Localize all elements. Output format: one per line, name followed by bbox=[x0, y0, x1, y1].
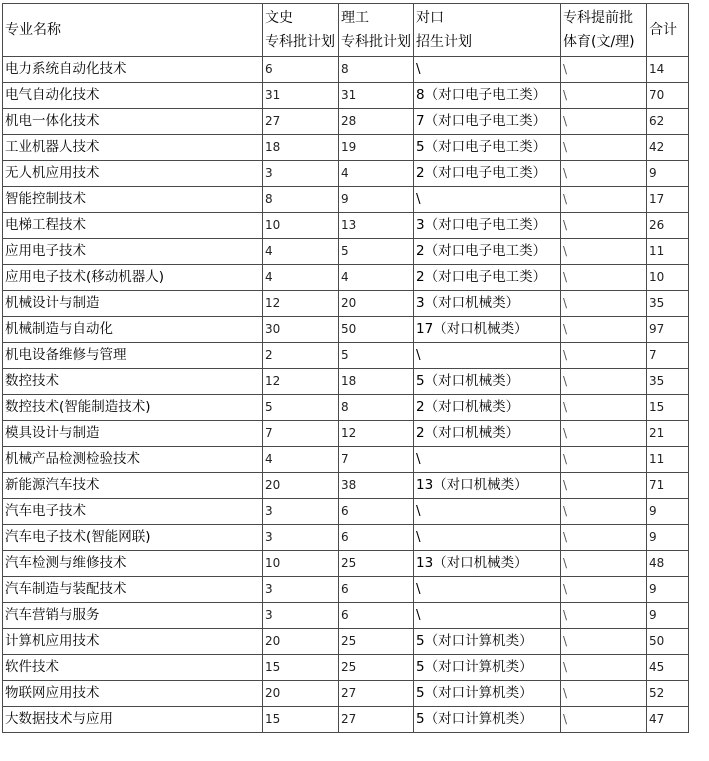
header-row bbox=[3, 4, 689, 57]
cell-total: 35 bbox=[647, 291, 689, 317]
cell-wenshi: 3 bbox=[263, 161, 339, 187]
cell-duikou: 5（对口计算机类） bbox=[414, 629, 561, 655]
cell-wenshi: 3 bbox=[263, 577, 339, 603]
table-row bbox=[3, 213, 689, 239]
cell-total: 52 bbox=[647, 681, 689, 707]
cell-ligong: 38 bbox=[339, 473, 414, 499]
cell-major-name: 电力系统自动化技术 bbox=[3, 57, 263, 83]
cell-major-name: 物联网应用技术 bbox=[3, 681, 263, 707]
cell-tiyu: \ bbox=[561, 499, 647, 525]
cell-tiyu: \ bbox=[561, 525, 647, 551]
cell-wenshi: 10 bbox=[263, 551, 339, 577]
cell-tiyu: \ bbox=[561, 655, 647, 681]
cell-ligong: 28 bbox=[339, 109, 414, 135]
cell-duikou: \ bbox=[414, 525, 561, 551]
cell-tiyu: \ bbox=[561, 473, 647, 499]
cell-wenshi: 20 bbox=[263, 629, 339, 655]
table-row bbox=[3, 317, 689, 343]
cell-duikou: 8（对口电子电工类） bbox=[414, 83, 561, 109]
cell-duikou: 2（对口电子电工类） bbox=[414, 239, 561, 265]
cell-ligong: 50 bbox=[339, 317, 414, 343]
cell-total: 71 bbox=[647, 473, 689, 499]
table-row bbox=[3, 551, 689, 577]
cell-duikou: \ bbox=[414, 57, 561, 83]
cell-tiyu: \ bbox=[561, 317, 647, 343]
cell-duikou: 5（对口计算机类） bbox=[414, 681, 561, 707]
cell-ligong: 6 bbox=[339, 577, 414, 603]
header-tiyu-line1: 专科提前批 bbox=[563, 10, 633, 26]
cell-wenshi: 20 bbox=[263, 681, 339, 707]
table-row bbox=[3, 291, 689, 317]
cell-total: 14 bbox=[647, 57, 689, 83]
table-row bbox=[3, 421, 689, 447]
table-row bbox=[3, 707, 689, 733]
cell-wenshi: 12 bbox=[263, 291, 339, 317]
header-total: 合计 bbox=[647, 4, 689, 57]
cell-major-name: 无人机应用技术 bbox=[3, 161, 263, 187]
cell-total: 21 bbox=[647, 421, 689, 447]
cell-wenshi: 6 bbox=[263, 57, 339, 83]
table-row bbox=[3, 603, 689, 629]
table-row bbox=[3, 239, 689, 265]
cell-ligong: 6 bbox=[339, 499, 414, 525]
cell-ligong: 6 bbox=[339, 525, 414, 551]
cell-major-name: 汽车制造与装配技术 bbox=[3, 577, 263, 603]
table-row bbox=[3, 681, 689, 707]
cell-major-name: 电气自动化技术 bbox=[3, 83, 263, 109]
cell-ligong: 25 bbox=[339, 551, 414, 577]
cell-duikou: 7（对口电子电工类） bbox=[414, 109, 561, 135]
cell-wenshi: 8 bbox=[263, 187, 339, 213]
cell-major-name: 数控技术(智能制造技术) bbox=[3, 395, 263, 421]
cell-duikou: \ bbox=[414, 447, 561, 473]
cell-tiyu: \ bbox=[561, 265, 647, 291]
cell-duikou: 5（对口机械类） bbox=[414, 369, 561, 395]
cell-total: 7 bbox=[647, 343, 689, 369]
cell-ligong: 25 bbox=[339, 629, 414, 655]
cell-total: 11 bbox=[647, 239, 689, 265]
table-row bbox=[3, 135, 689, 161]
cell-total: 10 bbox=[647, 265, 689, 291]
cell-major-name: 汽车营销与服务 bbox=[3, 603, 263, 629]
cell-duikou: 13（对口机械类） bbox=[414, 473, 561, 499]
cell-major-name: 数控技术 bbox=[3, 369, 263, 395]
cell-total: 35 bbox=[647, 369, 689, 395]
cell-total: 11 bbox=[647, 447, 689, 473]
cell-duikou: 3（对口电子电工类） bbox=[414, 213, 561, 239]
cell-duikou: \ bbox=[414, 499, 561, 525]
enrollment-plan-table bbox=[2, 3, 689, 733]
table-row bbox=[3, 525, 689, 551]
cell-tiyu: \ bbox=[561, 577, 647, 603]
table-row bbox=[3, 369, 689, 395]
cell-tiyu: \ bbox=[561, 239, 647, 265]
cell-major-name: 机电设备维修与管理 bbox=[3, 343, 263, 369]
table-row bbox=[3, 499, 689, 525]
table-row bbox=[3, 343, 689, 369]
cell-tiyu: \ bbox=[561, 291, 647, 317]
header-duikou-line2: 招生计划 bbox=[416, 34, 472, 50]
cell-tiyu: \ bbox=[561, 343, 647, 369]
cell-wenshi: 12 bbox=[263, 369, 339, 395]
cell-total: 9 bbox=[647, 603, 689, 629]
header-wenshi-line1: 文史 bbox=[265, 10, 293, 26]
table-header bbox=[3, 4, 689, 57]
cell-duikou: 17（对口机械类） bbox=[414, 317, 561, 343]
cell-tiyu: \ bbox=[561, 213, 647, 239]
cell-tiyu: \ bbox=[561, 681, 647, 707]
cell-major-name: 智能控制技术 bbox=[3, 187, 263, 213]
table-row bbox=[3, 473, 689, 499]
table-row bbox=[3, 57, 689, 83]
cell-wenshi: 7 bbox=[263, 421, 339, 447]
enrollment-plan-table-container bbox=[2, 3, 689, 733]
cell-ligong: 19 bbox=[339, 135, 414, 161]
cell-wenshi: 15 bbox=[263, 707, 339, 733]
cell-duikou: \ bbox=[414, 577, 561, 603]
cell-duikou: 5（对口电子电工类） bbox=[414, 135, 561, 161]
cell-tiyu: \ bbox=[561, 83, 647, 109]
cell-total: 70 bbox=[647, 83, 689, 109]
cell-major-name: 机电一体化技术 bbox=[3, 109, 263, 135]
cell-ligong: 25 bbox=[339, 655, 414, 681]
cell-wenshi: 4 bbox=[263, 239, 339, 265]
table-row bbox=[3, 83, 689, 109]
header-ligong-line2: 专科批计划 bbox=[341, 34, 411, 50]
cell-total: 62 bbox=[647, 109, 689, 135]
cell-total: 47 bbox=[647, 707, 689, 733]
cell-total: 9 bbox=[647, 161, 689, 187]
cell-wenshi: 4 bbox=[263, 447, 339, 473]
cell-major-name: 工业机器人技术 bbox=[3, 135, 263, 161]
cell-major-name: 机械制造与自动化 bbox=[3, 317, 263, 343]
table-row bbox=[3, 395, 689, 421]
cell-ligong: 27 bbox=[339, 707, 414, 733]
cell-major-name: 应用电子技术(移动机器人) bbox=[3, 265, 263, 291]
header-wenshi-line2: 专科批计划 bbox=[265, 34, 335, 50]
cell-major-name: 机械设计与制造 bbox=[3, 291, 263, 317]
header-ligong-line1: 理工 bbox=[341, 10, 369, 26]
header-tiyu bbox=[561, 4, 647, 57]
cell-major-name: 应用电子技术 bbox=[3, 239, 263, 265]
cell-duikou: 5（对口计算机类） bbox=[414, 655, 561, 681]
cell-duikou: 2（对口机械类） bbox=[414, 421, 561, 447]
cell-ligong: 8 bbox=[339, 395, 414, 421]
cell-major-name: 大数据技术与应用 bbox=[3, 707, 263, 733]
cell-tiyu: \ bbox=[561, 57, 647, 83]
header-wenshi bbox=[263, 4, 339, 57]
cell-major-name: 汽车电子技术 bbox=[3, 499, 263, 525]
header-ligong bbox=[339, 4, 414, 57]
cell-wenshi: 18 bbox=[263, 135, 339, 161]
cell-ligong: 27 bbox=[339, 681, 414, 707]
cell-major-name: 计算机应用技术 bbox=[3, 629, 263, 655]
cell-total: 42 bbox=[647, 135, 689, 161]
cell-tiyu: \ bbox=[561, 369, 647, 395]
cell-total: 50 bbox=[647, 629, 689, 655]
cell-tiyu: \ bbox=[561, 421, 647, 447]
cell-wenshi: 5 bbox=[263, 395, 339, 421]
cell-total: 17 bbox=[647, 187, 689, 213]
cell-tiyu: \ bbox=[561, 629, 647, 655]
table-row bbox=[3, 265, 689, 291]
cell-duikou: \ bbox=[414, 187, 561, 213]
cell-tiyu: \ bbox=[561, 161, 647, 187]
table-row bbox=[3, 655, 689, 681]
cell-wenshi: 27 bbox=[263, 109, 339, 135]
cell-wenshi: 30 bbox=[263, 317, 339, 343]
cell-ligong: 8 bbox=[339, 57, 414, 83]
table-body bbox=[3, 57, 689, 733]
header-tiyu-line2: 体育(文/理) bbox=[563, 34, 635, 50]
cell-total: 9 bbox=[647, 577, 689, 603]
cell-duikou: 13（对口机械类） bbox=[414, 551, 561, 577]
cell-tiyu: \ bbox=[561, 395, 647, 421]
cell-total: 15 bbox=[647, 395, 689, 421]
cell-major-name: 机械产品检测检验技术 bbox=[3, 447, 263, 473]
cell-ligong: 20 bbox=[339, 291, 414, 317]
cell-duikou: 3（对口机械类） bbox=[414, 291, 561, 317]
cell-major-name: 新能源汽车技术 bbox=[3, 473, 263, 499]
cell-major-name: 汽车电子技术(智能网联) bbox=[3, 525, 263, 551]
cell-wenshi: 10 bbox=[263, 213, 339, 239]
cell-major-name: 汽车检测与维修技术 bbox=[3, 551, 263, 577]
cell-wenshi: 2 bbox=[263, 343, 339, 369]
cell-wenshi: 3 bbox=[263, 525, 339, 551]
table-row bbox=[3, 447, 689, 473]
cell-total: 9 bbox=[647, 499, 689, 525]
cell-ligong: 6 bbox=[339, 603, 414, 629]
table-row bbox=[3, 187, 689, 213]
cell-major-name: 模具设计与制造 bbox=[3, 421, 263, 447]
header-duikou bbox=[414, 4, 561, 57]
cell-total: 26 bbox=[647, 213, 689, 239]
header-duikou-line1: 对口 bbox=[416, 10, 444, 26]
cell-wenshi: 4 bbox=[263, 265, 339, 291]
cell-tiyu: \ bbox=[561, 447, 647, 473]
cell-duikou: 2（对口电子电工类） bbox=[414, 161, 561, 187]
cell-tiyu: \ bbox=[561, 551, 647, 577]
cell-major-name: 软件技术 bbox=[3, 655, 263, 681]
cell-ligong: 4 bbox=[339, 161, 414, 187]
cell-ligong: 7 bbox=[339, 447, 414, 473]
table-row bbox=[3, 629, 689, 655]
cell-duikou: 5（对口计算机类） bbox=[414, 707, 561, 733]
cell-wenshi: 31 bbox=[263, 83, 339, 109]
table-row bbox=[3, 109, 689, 135]
header-major-name: 专业名称 bbox=[3, 4, 263, 57]
cell-ligong: 13 bbox=[339, 213, 414, 239]
cell-total: 48 bbox=[647, 551, 689, 577]
cell-wenshi: 3 bbox=[263, 499, 339, 525]
cell-ligong: 9 bbox=[339, 187, 414, 213]
cell-ligong: 5 bbox=[339, 239, 414, 265]
cell-total: 97 bbox=[647, 317, 689, 343]
cell-tiyu: \ bbox=[561, 135, 647, 161]
cell-wenshi: 3 bbox=[263, 603, 339, 629]
cell-duikou: \ bbox=[414, 343, 561, 369]
cell-ligong: 5 bbox=[339, 343, 414, 369]
cell-major-name: 电梯工程技术 bbox=[3, 213, 263, 239]
cell-ligong: 18 bbox=[339, 369, 414, 395]
cell-tiyu: \ bbox=[561, 187, 647, 213]
cell-tiyu: \ bbox=[561, 109, 647, 135]
cell-ligong: 4 bbox=[339, 265, 414, 291]
cell-total: 45 bbox=[647, 655, 689, 681]
cell-duikou: 2（对口电子电工类） bbox=[414, 265, 561, 291]
cell-ligong: 31 bbox=[339, 83, 414, 109]
cell-tiyu: \ bbox=[561, 707, 647, 733]
cell-wenshi: 15 bbox=[263, 655, 339, 681]
cell-duikou: \ bbox=[414, 603, 561, 629]
cell-wenshi: 20 bbox=[263, 473, 339, 499]
table-row bbox=[3, 161, 689, 187]
cell-tiyu: \ bbox=[561, 603, 647, 629]
cell-duikou: 2（对口机械类） bbox=[414, 395, 561, 421]
table-row bbox=[3, 577, 689, 603]
cell-ligong: 12 bbox=[339, 421, 414, 447]
cell-total: 9 bbox=[647, 525, 689, 551]
